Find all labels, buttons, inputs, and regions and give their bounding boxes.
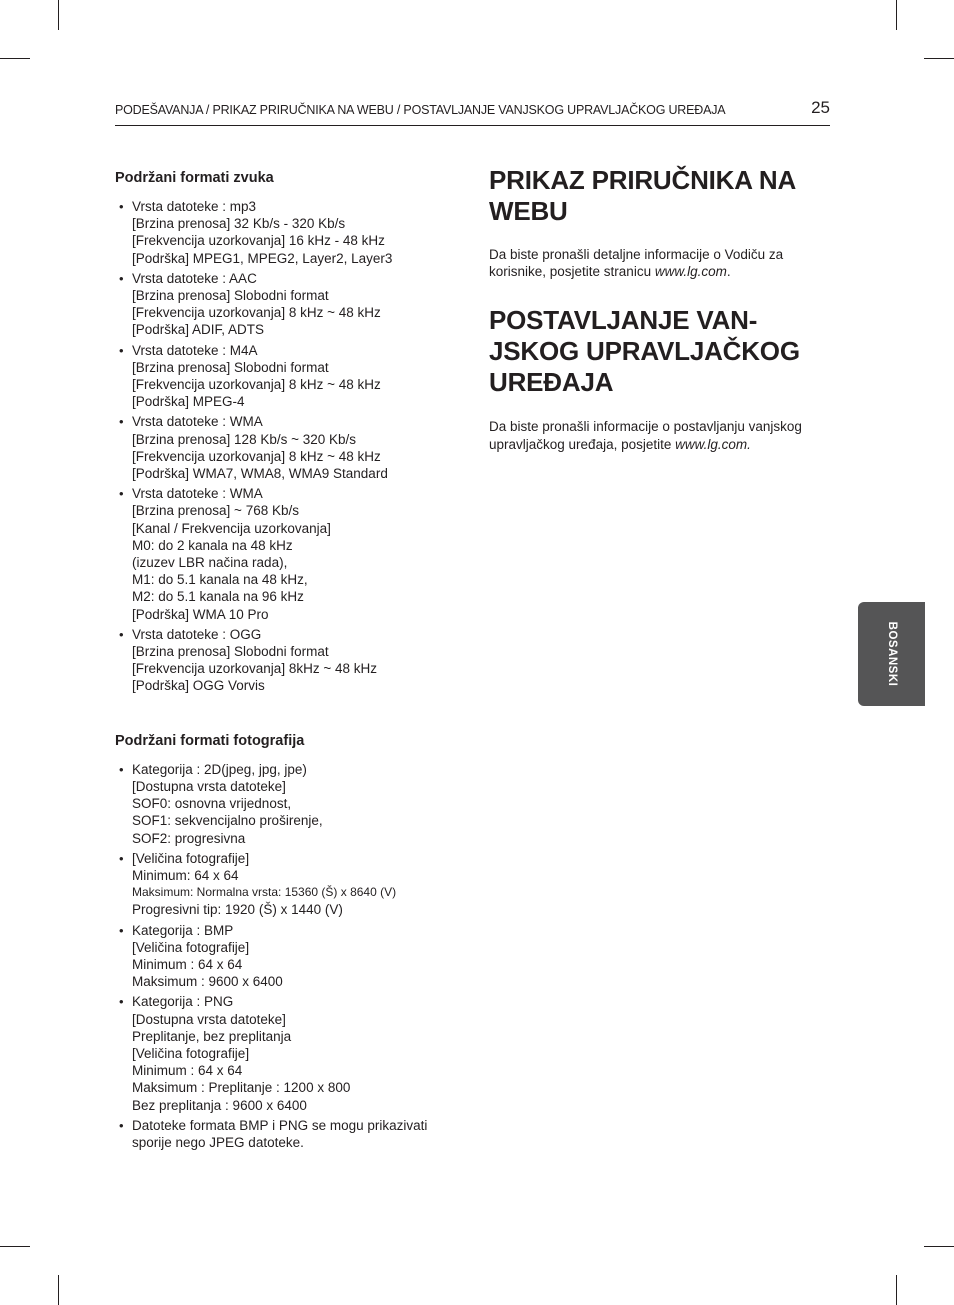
web-manual-title: PRIKAZ PRIRUČNIKA NA WEBU [489, 165, 797, 226]
page-number: 25 [811, 98, 830, 117]
web-manual-text: Da biste pronašli detaljne informacije o Vodiču za korisnike, posjetite stranicu www.lg.com. [489, 247, 784, 280]
list-item [115, 993, 455, 1113]
external-device-title: POSTAVLJANJE VAN- JSKOG UPRAVLJAČKOG UREĐAJA [489, 305, 800, 398]
list-item-line: [Brzina prenosa] 32 Kb/s - 320 Kb/s [132, 216, 346, 232]
external-device-link[interactable]: www.lg.com. [675, 436, 751, 452]
list-item-line: • Vrsta datoteke : OGG [132, 626, 262, 642]
list-item-line: Progresivni tip: 1920 (Š) x 1440 (V) [132, 902, 343, 918]
list-item-line: • Kategorija : PNG [132, 994, 234, 1010]
list-item-line: [Podrška] WMA 10 Pro [132, 606, 269, 622]
list-item-line: M1: do 5.1 kanala na 48 kHz, [132, 572, 308, 588]
list-item-line: [Brzina prenosa] 128 Kb/s ~ 320 Kb/s [132, 431, 357, 447]
list-item-line: [Frekvencija uzorkovanja] 8 kHz ~ 48 kHz [132, 377, 381, 393]
list-item [115, 922, 455, 991]
list-item [115, 270, 455, 339]
list-item-line: [Veličina fotografije] [132, 939, 250, 955]
crop-mark [896, 1275, 897, 1305]
crop-mark [0, 1246, 30, 1247]
web-manual-link[interactable]: www.lg.com [654, 264, 727, 280]
external-device-text: Da biste pronašli informacije o postavljanju vanjskog upravljačkog uređaja, posjetite www.lg.com. [489, 419, 802, 452]
list-item-line: M0: do 2 kanala na 48 kHz [132, 537, 293, 553]
list-item-line: SOF1: sekvencijalno proširenje, [132, 813, 323, 829]
list-item [115, 761, 455, 847]
list-item-line: • Vrsta datoteke : WMA [132, 486, 263, 502]
right-column [489, 165, 829, 453]
list-item-line: [Podrška] ADIF, ADTS [132, 322, 265, 338]
breadcrumb: PODEŠAVANJA / PRIKAZ PRIRUČNIKA NA WEBU / POSTAVLJANJE VANJSKOG UPRAVLJAČKOG UREĐAJA [115, 103, 726, 117]
list-item-line: Minimum: 64 x 64 [132, 867, 239, 883]
crop-mark [58, 0, 59, 30]
list-item [115, 198, 455, 267]
list-item-line: [Dostupna vrsta datoteke] [132, 1011, 286, 1027]
list-item-line: [Brzina prenosa] Slobodni format [132, 644, 329, 660]
list-item-line: [Podrška] WMA7, WMA8, WMA9 Standard [132, 466, 388, 482]
list-item-line: SOF0: osnovna vrijednost, [132, 796, 292, 812]
list-item [115, 626, 455, 695]
list-item-line: M2: do 5.1 kanala na 96 kHz [132, 589, 304, 605]
crop-mark [924, 58, 954, 59]
list-item-line: [Frekvencija uzorkovanja] 8 kHz ~ 48 kHz [132, 448, 381, 464]
list-item-line: [Frekvencija uzorkovanja] 8 kHz ~ 48 kHz [132, 305, 381, 321]
list-item-line: Minimum : 64 x 64 [132, 956, 243, 972]
list-item-line: • [Veličina fotografije] [132, 850, 250, 866]
crop-mark [0, 58, 30, 59]
running-header [115, 100, 830, 120]
list-item-line: Minimum : 64 x 64 [132, 1063, 243, 1079]
list-item-line: [Dostupna vrsta datoteke] [132, 778, 286, 794]
list-item [115, 1117, 455, 1151]
audio-formats-list [115, 198, 455, 695]
list-item-line: [Brzina prenosa] ~ 768 Kb/s [132, 503, 299, 519]
list-item-line: [Brzina prenosa] Slobodni format [132, 359, 329, 375]
list-item-line: [Podrška] MPEG1, MPEG2, Layer2, Layer3 [132, 250, 393, 266]
list-item-line: • Vrsta datoteke : M4A [132, 342, 258, 358]
list-item-line: Maksimum : Preplitanje : 1200 x 800 [132, 1080, 351, 1096]
list-item-line: [Frekvencija uzorkovanja] 8kHz ~ 48 kHz [132, 661, 377, 677]
audio-formats-heading: Podržani formati zvuka [115, 170, 274, 186]
list-item-line: sporije nego JPEG datoteke. [132, 1134, 304, 1150]
crop-mark [924, 1246, 954, 1247]
list-item [115, 413, 455, 482]
list-item-line: [Podrška] MPEG-4 [132, 394, 245, 410]
list-item-line: (izuzev LBR načina rada), [132, 555, 288, 571]
list-item [115, 850, 455, 919]
list-item-line: Maksimum: Normalna vrsta: 15360 (Š) x 8640 (V) [132, 885, 397, 900]
list-item-line: • Vrsta datoteke : WMA [132, 414, 263, 430]
list-item-line: Bez preplitanja : 9600 x 6400 [132, 1097, 307, 1113]
list-item-line: • Kategorija : 2D(jpeg, jpg, jpe) [132, 761, 307, 777]
list-item-line: SOF2: progresivna [132, 830, 246, 846]
list-item-line: Maksimum : 9600 x 6400 [132, 974, 283, 990]
list-item-line: [Veličina fotografije] [132, 1045, 250, 1061]
crop-mark [58, 1275, 59, 1305]
list-item [115, 485, 455, 623]
header-divider [115, 125, 830, 126]
list-item-line: • Vrsta datoteke : mp3 [132, 199, 257, 214]
crop-mark [896, 0, 897, 30]
list-item-line: • Kategorija : BMP [132, 922, 234, 938]
list-item-line: [Brzina prenosa] Slobodni format [132, 288, 329, 304]
list-item-line: • Datoteke formata BMP i PNG se mogu prikazivati [132, 1117, 428, 1133]
list-item-line: [Podrška] OGG Vorvis [132, 678, 265, 694]
language-tab [858, 602, 925, 706]
list-item-line: [Frekvencija uzorkovanja] 16 kHz - 48 kHz [132, 233, 385, 249]
left-column [115, 168, 455, 1154]
language-tab-label: BOSANSKI [885, 621, 898, 687]
list-item-line: • Vrsta datoteke : AAC [132, 270, 257, 286]
photo-formats-list [115, 761, 455, 1151]
list-item-line: Preplitanje, bez preplitanja [132, 1028, 292, 1044]
list-item-line: [Kanal / Frekvencija uzorkovanja] [132, 520, 331, 536]
list-item [115, 342, 455, 411]
photo-formats-heading: Podržani formati fotografija [115, 732, 305, 749]
